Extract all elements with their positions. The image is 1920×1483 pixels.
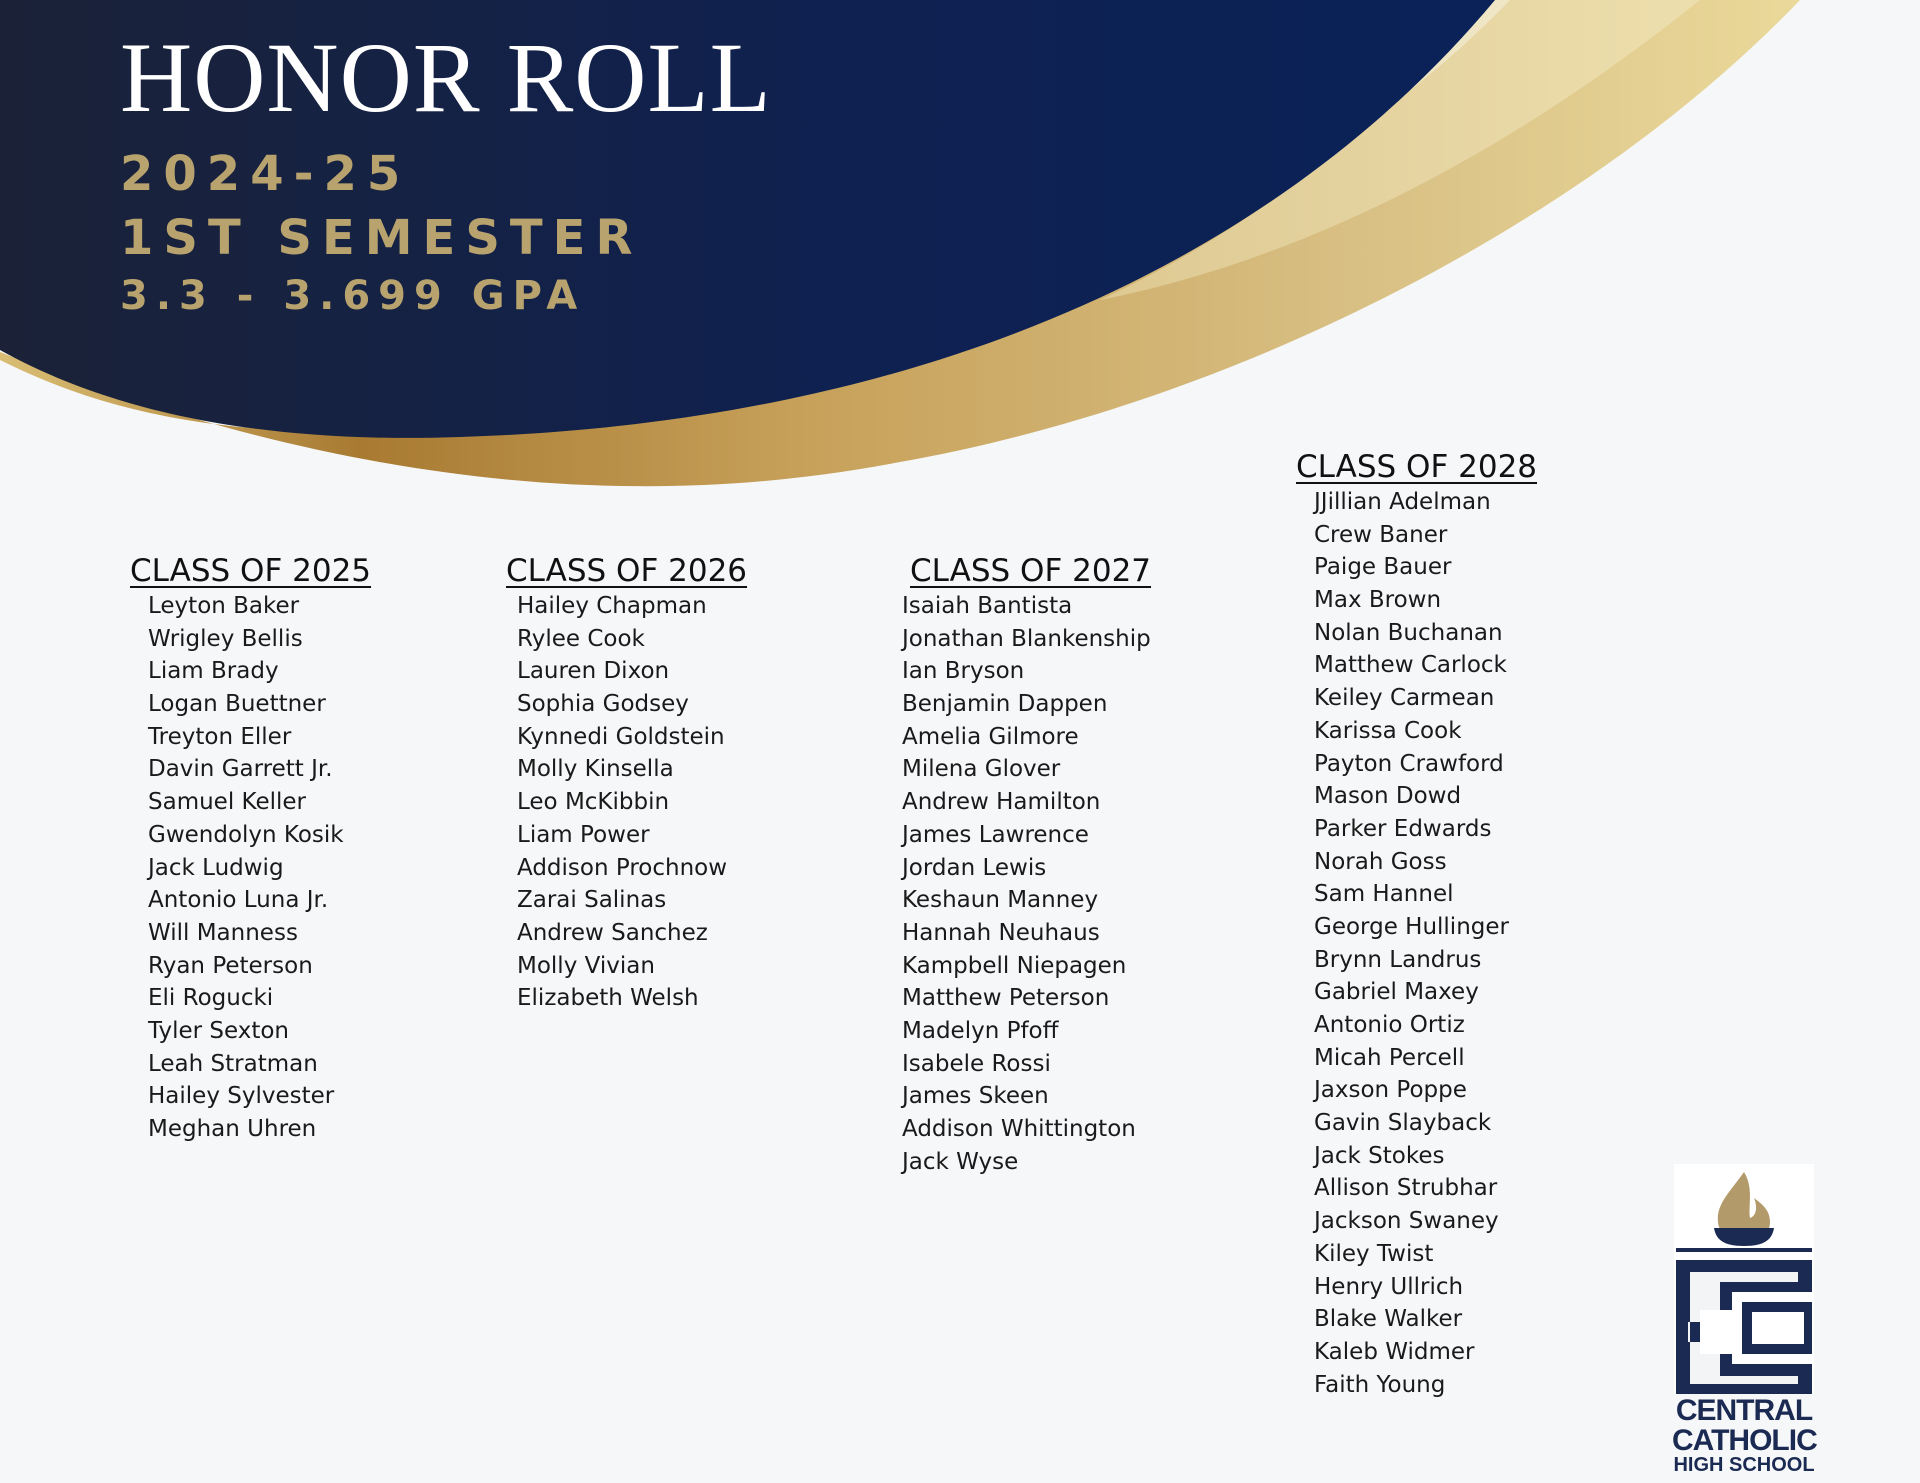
student-name: Liam Power: [517, 821, 650, 848]
student-name: Kaleb Widmer: [1314, 1338, 1475, 1365]
student-list: [1314, 486, 1509, 1401]
student-name: Andrew Sanchez: [517, 919, 708, 946]
student-name: Hailey Chapman: [517, 593, 707, 619]
student-name: Samuel Keller: [148, 789, 307, 816]
student-name: Matthew Carlock: [1314, 652, 1507, 679]
school-logo: [1672, 1164, 1816, 1476]
student-name: Milena Glover: [902, 756, 1061, 783]
student-name: Gwendolyn Kosik: [148, 821, 344, 848]
student-name: Jaxson Poppe: [1314, 1077, 1467, 1104]
torch-cc-logo-icon: [1674, 1164, 1814, 1394]
student-name: Leah Stratman: [148, 1050, 318, 1077]
student-name: Gabriel Maxey: [1314, 979, 1479, 1006]
student-name: Micah Percell: [1314, 1044, 1465, 1071]
student-name: Mason Dowd: [1314, 783, 1462, 810]
student-name: Kiley Twist: [1314, 1240, 1434, 1267]
student-name: Paige Bauer: [1314, 554, 1452, 581]
class-column-2028: [1296, 449, 1538, 1398]
student-name: Antonio Ortiz: [1314, 1012, 1465, 1038]
student-name: Meghan Uhren: [148, 1116, 317, 1142]
student-name: Hailey Sylvester: [148, 1083, 335, 1110]
student-name: Parker Edwards: [1314, 815, 1492, 842]
student-name: Madelyn Pfoff: [902, 1017, 1059, 1044]
student-name: Ryan Peterson: [148, 952, 313, 979]
student-name: James Lawrence: [902, 821, 1089, 848]
student-name: Benjamin Dappen: [902, 691, 1108, 718]
logo-text-central: CENTRAL: [1675, 1394, 1813, 1427]
student-name: JJillian Adelman: [1314, 489, 1491, 515]
student-name: Davin Garrett Jr.: [148, 756, 333, 783]
student-name: Max Brown: [1314, 587, 1442, 614]
class-column-2027: [902, 553, 1152, 1175]
student-name: Ian Bryson: [902, 658, 1025, 685]
student-name: Elizabeth Welsh: [517, 985, 699, 1012]
page-title: HONOR ROLL: [120, 22, 772, 133]
logo-text-high-school: HIGH SCHOOL: [1673, 1454, 1815, 1476]
school-year: 2024-25: [120, 146, 411, 202]
semester-label: 1ST SEMESTER: [120, 210, 643, 266]
student-name: Isaiah Bantista: [902, 593, 1073, 619]
student-name: Brynn Landrus: [1314, 946, 1482, 973]
student-name: Lauren Dixon: [517, 658, 670, 685]
student-name: Sophia Godsey: [517, 691, 689, 718]
student-name: Nolan Buchanan: [1314, 619, 1503, 646]
student-name: Liam Brady: [148, 658, 279, 685]
student-name: Wrigley Bellis: [148, 625, 303, 652]
student-name: Andrew Hamilton: [902, 789, 1101, 816]
logo-text-catholic: CATHOLIC: [1672, 1424, 1817, 1457]
student-name: Leo McKibbin: [517, 789, 670, 816]
student-name: Kampbell Niepagen: [902, 952, 1127, 979]
class-heading: CLASS OF 2026: [506, 553, 748, 589]
student-name: Addison Whittington: [902, 1116, 1136, 1142]
student-name: Treyton Eller: [148, 723, 292, 750]
student-name: Will Manness: [148, 919, 298, 946]
student-name: Blake Walker: [1314, 1306, 1463, 1333]
class-heading: CLASS OF 2025: [130, 553, 372, 589]
student-name: Molly Vivian: [517, 952, 655, 979]
student-list: [902, 590, 1151, 1178]
class-column-2025: [130, 553, 372, 1142]
student-name: Molly Kinsella: [517, 756, 674, 783]
student-name: Jack Stokes: [1314, 1142, 1445, 1169]
student-name: Sam Hannel: [1314, 881, 1454, 908]
student-name: Amelia Gilmore: [902, 723, 1079, 750]
student-name: Logan Buettner: [148, 691, 326, 718]
student-name: Rylee Cook: [517, 625, 645, 652]
student-name: Hannah Neuhaus: [902, 919, 1100, 946]
student-name: Jonathan Blankenship: [902, 625, 1151, 652]
student-name: Isabele Rossi: [902, 1050, 1051, 1077]
gpa-range: 3.3 - 3.699 GPA: [120, 273, 586, 319]
student-name: Norah Goss: [1314, 848, 1447, 875]
student-list: [517, 590, 727, 1015]
student-name: Keiley Carmean: [1314, 685, 1495, 712]
student-name: Antonio Luna Jr.: [148, 887, 329, 914]
student-name: Jack Wyse: [902, 1148, 1019, 1175]
student-name: Karissa Cook: [1314, 717, 1462, 744]
student-name: Addison Prochnow: [517, 854, 728, 881]
student-name: Jordan Lewis: [902, 854, 1047, 881]
student-name: Leyton Baker: [148, 593, 300, 619]
student-name: Crew Baner: [1314, 521, 1448, 548]
class-column-2026: [506, 553, 748, 1012]
student-name: Matthew Peterson: [902, 985, 1110, 1012]
student-name: Gavin Slayback: [1314, 1110, 1492, 1137]
student-list: [148, 590, 344, 1146]
student-name: George Hullinger: [1314, 913, 1509, 940]
student-name: Allison Strubhar: [1314, 1175, 1498, 1202]
student-name: Jackson Swaney: [1314, 1208, 1499, 1235]
student-name: Faith Young: [1314, 1371, 1446, 1398]
student-name: Zarai Salinas: [517, 887, 667, 914]
student-name: Eli Rogucki: [148, 985, 274, 1012]
class-heading: CLASS OF 2027: [910, 553, 1152, 589]
student-name: Henry Ullrich: [1314, 1273, 1464, 1300]
student-name: James Skeen: [902, 1083, 1049, 1110]
student-name: Keshaun Manney: [902, 887, 1099, 914]
student-name: Jack Ludwig: [148, 854, 284, 881]
student-name: Payton Crawford: [1314, 750, 1504, 777]
student-name: Tyler Sexton: [148, 1017, 290, 1044]
class-heading: CLASS OF 2028: [1296, 449, 1538, 485]
student-name: Kynnedi Goldstein: [517, 723, 725, 750]
